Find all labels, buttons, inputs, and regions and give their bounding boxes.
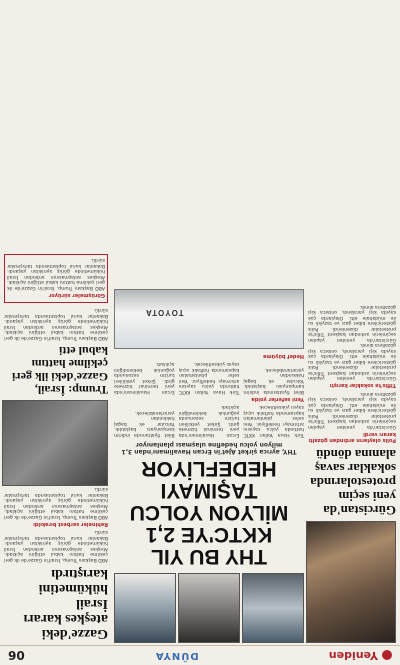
plane-label: TOYOTA [145,308,184,317]
page-number: 06 [8,648,25,663]
right-column [4,4,108,643]
center-column [114,4,304,643]
left-subhead: Tiflis'te sokaklar karıştı [329,382,396,389]
center-photo-row [114,573,304,643]
center-subhead-red: Hedef büyüme [262,353,304,359]
section-title: DÜNYA [154,650,199,661]
right-headline-2: Trump: İsrail, Gazze'deki ilk geri çekilme hattını kabul etti [12,344,108,397]
right-subhead: Rehineler serbest bırakıldı [33,521,108,527]
logo-text: Yeniden [328,649,378,662]
terminal-photo [178,573,240,643]
plane-photo [114,289,304,349]
gaza-photo [2,400,108,486]
center-col-text: Türk Hava Yolları KKTC hattında yolcu sayısını artırmayı hedefliyor. Yeni sefer planlamaları kapsamında haftalık uçuş sayısı yükseltilecek. [243,404,304,437]
page-header [0,645,400,665]
left-body: Gürcistan'da yeniden yapılan seçimlerin ardından başkent Tiflis'te protestolar düzenlendi. Polis göstericilere biber gazı ve tazyikli su ile müdahale etti. Olaylarda çok sayıda kişi yaralandı, onlarca kişi gözaltına alındı. [308,391,396,429]
center-subhead-red: Yeni seferler yolda [251,396,304,402]
center-col-text: Türk Hava Yolları KKTC hattında yolcu sayısını artırmayı hedefliyor. Yeni sefer planlamaları kapsamında haftalık uçuş sayısı yükseltilecek. [178,361,240,394]
center-col-text: Ercan Havalimanı'nda yeni terminal hizmete girdi. Şirket yetkilileri turizm sezonunda yoğunluk beklendiğini açıkladı. [178,404,240,437]
right-body: ABD Başkanı Trump, İsrail'in Gazze'de ilk geri çekilme hattını kabul ettiğini açıkladı. Ateşkes anlaşmasının ardından İsrail hükümetinde görüş ayrılıkları yaşandı. Bakanlar kurul toplantısında tartışmalar sürdü. [4,529,108,562]
right-body: ABD Başkanı Trump, İsrail'in Gazze'de ilk geri çekilme hattını kabul ettiğini açıkladı. Ateşkes anlaşmasının ardından İsrail hükümetinde görüş ayrılıkları yaşandı. Bakanlar kurul toplantısında tartışmalar sürdü. [7,257,105,290]
logo-mark-icon [382,651,392,661]
center-col-text: Ercan Havalimanı'nda yeni terminal hizmete girdi. Şirket yetkilileri turizm sezonunda yoğunluk beklendiğini açıkladı. [114,361,175,394]
right-subhead: Görüşmeler sürüyor [48,292,105,298]
right-body: ABD Başkanı Trump, İsrail'in Gazze'de ilk geri çekilme hattını kabul ettiğini açıkladı. Ateşkes anlaşmasının ardından İsrail hükümetinde görüş ayrılıkları yaşandı. Bakanlar kurul toplantısında tartışmalar sürdü. [4,307,108,340]
right-headline: Gazze'deki ateşkes kararı İsrail hükümetini karıştırdı [23,566,108,641]
center-headline: THY BU YIL KKTC'YE 2,1 MİLYON YOLCU TAŞIMAYI HEDEFLİYOR [129,457,289,568]
left-body: Gürcistan'da yeniden yapılan seçimlerin ardından başkent Tiflis'te protestolar düzenlendi. Polis göstericilere biber gazı ve tazyikli su ile müdahale etti. Olaylarda çok sayıda kişi yaralandı, onlarca kişi gözaltına alındı. [308,342,396,381]
left-body: Gürcistan'da yeniden yapılan seçimlerin ardından başkent Tiflis'te protestolar düzenlendi. Polis göstericilere biber gazı ve tazyikli su ile müdahale etti. Olaylarda çok sayıda kişi yaralandı, onlarca kişi gözaltına alındı. [308,304,396,342]
left-headline: Gürcistan'da yeni seçim protestolarında sokaklar savaş alanına döndü [310,447,396,518]
protest-photo [306,521,396,643]
center-col-text: Bilet fiyatlarında indirim kampanyası başlatıldı. Yolcular ek bagaj hakkından yararlanabilecek. [243,367,304,394]
center-text-columns [114,404,304,437]
center-col-text: Bilet fiyatlarında indirim kampanyası başlatıldı. Yolcular ek bagaj hakkından yararlanabilecek. [114,410,175,437]
airport-photo [242,573,304,643]
passenger-photo [114,573,176,643]
newspaper-logo [329,649,392,662]
right-body: ABD Başkanı Trump, İsrail'in Gazze'de ilk geri çekilme hattını kabul ettiğini açıkladı. Ateşkes anlaşmasının ardından İsrail hükümetinde görüş ayrılıkları yaşandı. Bakanlar kurul toplantısında tartışmalar sürdü. [4,486,108,519]
right-box [4,254,108,303]
center-text-columns [114,361,304,394]
left-column [308,4,396,643]
center-subhead: THY, ayrıca şirket AJet'in Ercan Havalimanı'ndan 3,1 milyon yolcu hedefine ulaşması planlanıyor [121,441,297,455]
left-subhead: Polis olayların ardından gözaltı kararı verdi [308,431,396,443]
